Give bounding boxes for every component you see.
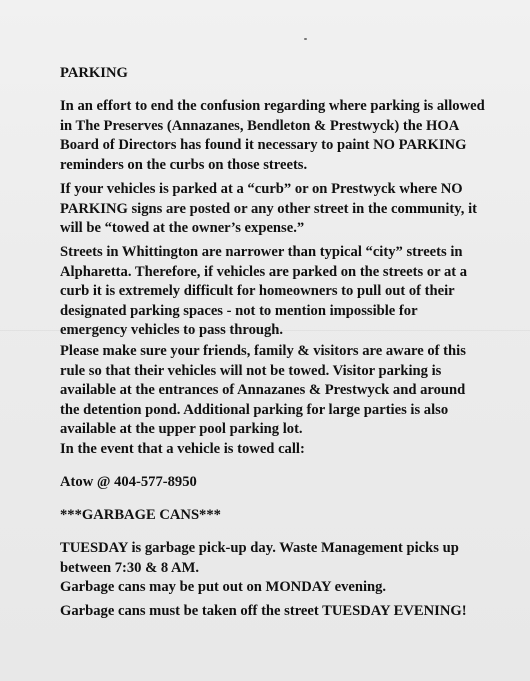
text-line: in The Preserves (Annazanes, Bendleton & Prestwyck) the HOA bbox=[60, 117, 460, 134]
text-line: designated parking spaces - not to mention impossible for bbox=[60, 302, 418, 319]
text-line: will be “towed at the owner’s expense.” bbox=[60, 220, 305, 236]
text-line: In the event that a vehicle is towed call: bbox=[60, 441, 305, 457]
text-line: Streets in Whittington are narrower than typical “city” streets in bbox=[60, 244, 463, 260]
paper-speck bbox=[304, 38, 307, 40]
parking-heading-text: PARKING bbox=[60, 65, 128, 81]
text-line: emergency vehicles to pass through. bbox=[60, 322, 284, 338]
text-line: Atow @ 404-577-8950 bbox=[60, 474, 197, 490]
text-line: rule so that their vehicles will not be towed. Visitor parking is bbox=[60, 362, 442, 379]
text-line: the detention pond. Additional parking for large parties is also bbox=[60, 401, 449, 418]
text-line: PARKING signs are posted or any other street in the community, it bbox=[60, 200, 477, 217]
paragraph-towing-warning bbox=[60, 180, 525, 239]
text-line: TUESDAY is garbage pick-up day. Waste Management picks up bbox=[60, 540, 459, 556]
text-line: Garbage cans may be put out on MONDAY evening. bbox=[60, 579, 387, 595]
text-line: Please make sure your friends, family & visitors are aware of this bbox=[60, 343, 466, 359]
text-line: ***GARBAGE CANS*** bbox=[60, 507, 221, 523]
text-line: Board of Directors has found it necessary to paint NO PARKING bbox=[60, 137, 467, 153]
parking-heading bbox=[60, 64, 525, 84]
garbage-heading bbox=[60, 506, 525, 526]
paragraph-narrow-streets bbox=[60, 243, 525, 341]
paragraph-visitor-parking bbox=[60, 342, 525, 440]
text-line: Garbage cans must be taken off the street TUESDAY EVENING! bbox=[60, 603, 467, 619]
paragraph-hoa-notice bbox=[60, 97, 525, 175]
text-line: reminders on the curbs on those streets. bbox=[60, 156, 308, 173]
text-line: available at the entrances of Annazanes & Prestwyck and around bbox=[60, 382, 466, 398]
tow-contact bbox=[60, 473, 525, 493]
tow-intro bbox=[60, 440, 525, 460]
text-line: If your vehicles is parked at a “curb” or on Prestwyck where NO bbox=[60, 181, 463, 197]
paragraph-garbage-schedule bbox=[60, 539, 525, 598]
text-line: curb it is extremely difficult for homeowners to pull out of their bbox=[60, 283, 455, 299]
text-line: In an effort to end the confusion regarding where parking is allowed bbox=[60, 98, 485, 114]
text-line: between 7:30 & 8 AM. bbox=[60, 559, 200, 576]
text-line: available at the upper pool parking lot. bbox=[60, 421, 303, 437]
garbage-final-notice bbox=[60, 602, 525, 622]
text-line: Alpharetta. Therefore, if vehicles are parked on the streets or at a bbox=[60, 263, 468, 280]
